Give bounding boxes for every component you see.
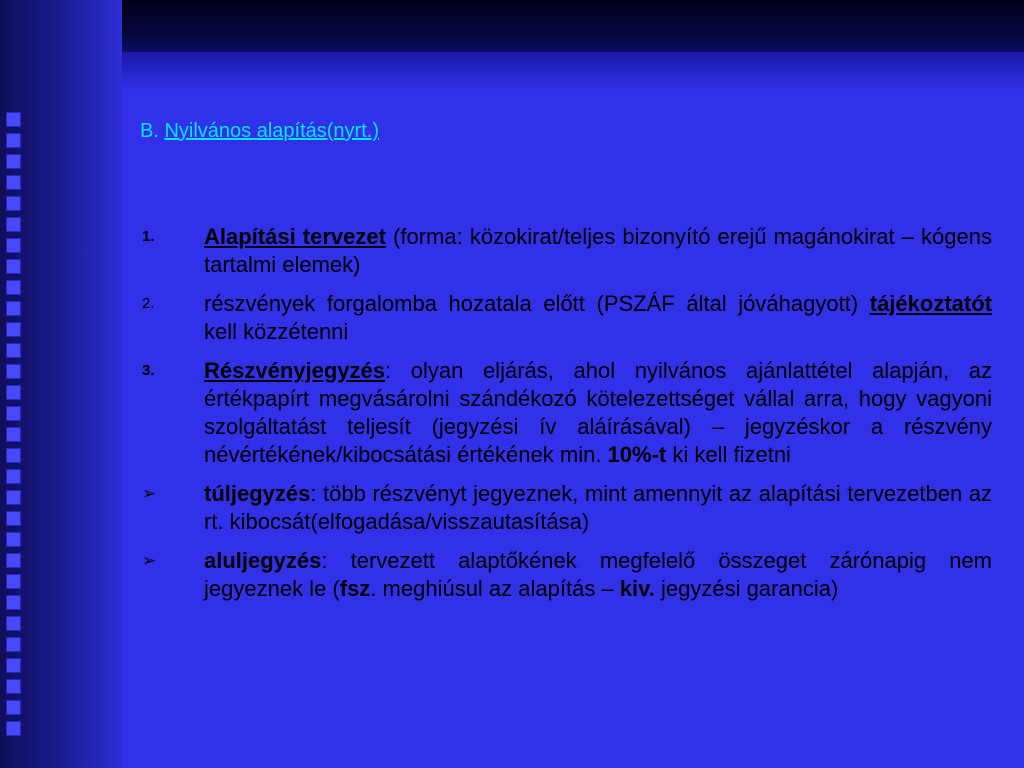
arrow-bullet-icon: ➢ — [142, 551, 157, 570]
decor-square — [6, 280, 21, 295]
decor-square — [6, 553, 21, 568]
decor-square — [6, 532, 21, 547]
arrow-bullet-icon: ➢ — [142, 484, 157, 503]
item-text — [204, 357, 992, 469]
title-link[interactable]: Nyilvános alapítás(nyrt.) — [164, 120, 379, 142]
decor-square — [6, 511, 21, 526]
decor-square — [6, 700, 21, 715]
decor-square — [6, 238, 21, 253]
list-item — [140, 290, 992, 346]
item-body: : tervezett alaptőkének megfelelő összeget zárónapig nem jegyeznek le ( — [204, 548, 992, 601]
item-emphasis: fsz — [339, 576, 371, 601]
top-decor-band — [122, 0, 1024, 52]
decor-square — [6, 154, 21, 169]
item-keyword: túljegyzés — [204, 481, 311, 506]
list-item — [140, 357, 992, 469]
decor-square — [6, 259, 21, 274]
decor-square — [6, 574, 21, 589]
item-emphasis: kiv. — [619, 576, 655, 601]
slide-title — [140, 120, 379, 143]
decor-square — [6, 658, 21, 673]
decor-square — [6, 343, 21, 358]
item-text — [204, 223, 992, 279]
item-body: kell közzétenni — [204, 319, 349, 344]
item-body: (forma: közokirat/teljes bizonyító erejű magánokirat – kógens tartalmi elemek) — [204, 224, 992, 277]
item-keyword: Alapítási tervezet — [204, 224, 386, 249]
item-emphasis: 10%-t — [607, 442, 667, 467]
decor-square — [6, 637, 21, 652]
item-body: . meghiúsul az alapítás – — [370, 576, 620, 601]
decor-square — [6, 406, 21, 421]
bullet-list — [140, 223, 992, 614]
item-keyword: aluljegyzés — [204, 548, 322, 573]
decor-square — [6, 301, 21, 316]
item-body: ki kell fizetni — [666, 442, 791, 467]
item-text — [204, 547, 992, 603]
decor-square — [6, 490, 21, 505]
item-body: : több részvényt jegyeznek, mint amennyit az alapítási tervezetben az rt. kibocsát(elfogadása/visszautasítása) — [204, 481, 992, 534]
list-item — [140, 223, 992, 279]
decor-square — [6, 679, 21, 694]
item-number: 2. — [142, 295, 155, 312]
decor-square — [6, 385, 21, 400]
decor-squares — [6, 112, 28, 742]
decor-square — [6, 364, 21, 379]
decor-square — [6, 427, 21, 442]
list-item — [140, 547, 992, 603]
item-body: részvények forgalomba hozatala előtt (PSZÁF által jóváhagyott) — [204, 291, 870, 316]
item-keyword: tájékoztatót — [869, 291, 992, 316]
item-text — [204, 480, 992, 536]
decor-square — [6, 616, 21, 631]
decor-square — [6, 175, 21, 190]
item-number: 3. — [142, 362, 155, 379]
top-fade — [122, 52, 1024, 92]
item-number: 1. — [142, 228, 155, 245]
decor-square — [6, 112, 21, 127]
decor-square — [6, 721, 21, 736]
item-body: jegyzési garancia) — [654, 576, 839, 601]
item-keyword: Részvényjegyzés — [204, 358, 385, 383]
decor-square — [6, 217, 21, 232]
decor-square — [6, 196, 21, 211]
item-text — [204, 290, 992, 346]
decor-square — [6, 322, 21, 337]
item-body: : olyan eljárás, ahol nyilvános ajánlattétel alapján, az értékpapírt megvásárolni szándékozó kötelezettséget vállal arra, hogy vagyoni szolgáltatást teljesít (jegyzési ív aláírásával) – jegyzéskor a részvény névértékének/kibocsátási értékének min. — [204, 358, 992, 467]
decor-square — [6, 448, 21, 463]
title-prefix: B. — [140, 120, 159, 142]
decor-square — [6, 595, 21, 610]
decor-square — [6, 133, 21, 148]
decor-square — [6, 469, 21, 484]
list-item — [140, 480, 992, 536]
